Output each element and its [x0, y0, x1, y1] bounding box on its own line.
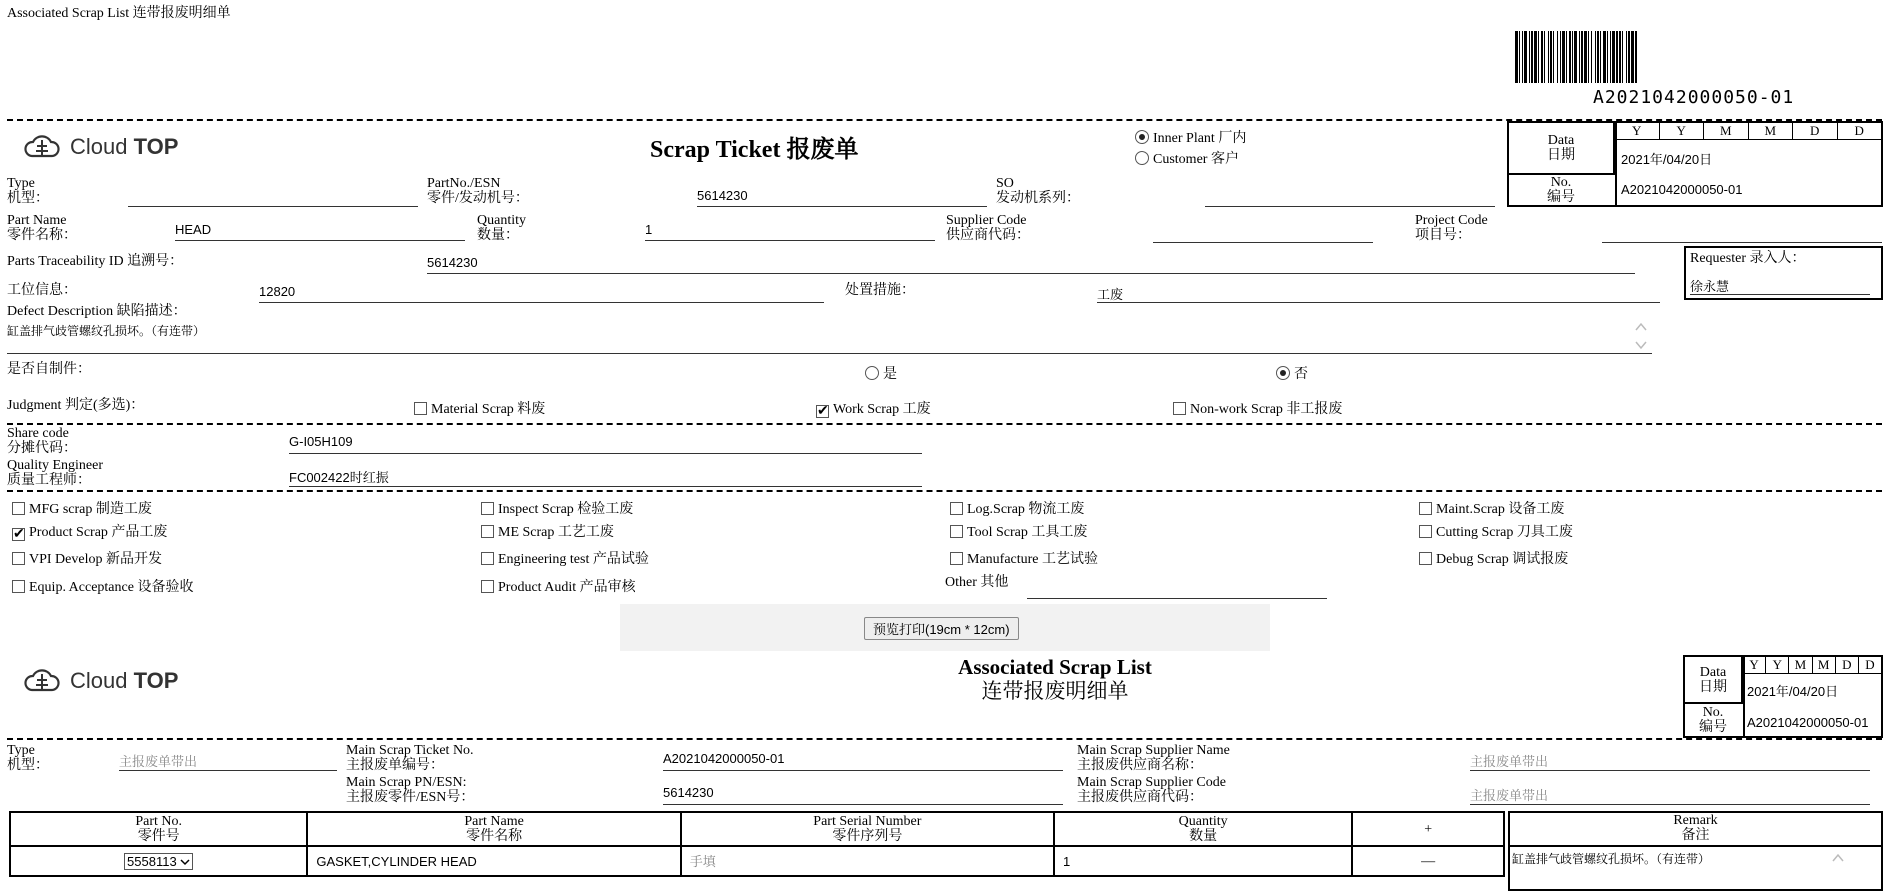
- ticket-date-value[interactable]: 2021年/04/20日: [1621, 152, 1713, 167]
- barcode-bar: [1635, 31, 1637, 83]
- barcode-bar: [1515, 31, 1518, 83]
- col-quantity: Quantity 数量: [1054, 812, 1352, 846]
- assoc-title-cn: 连带报废明细单: [981, 679, 1129, 703]
- judgment-material[interactable]: Material Scrap 料废: [414, 398, 545, 418]
- scrap-type-manufacture[interactable]: Manufacture 工艺试验: [950, 548, 1098, 568]
- assoc-no-value[interactable]: A2021042000050-01: [1747, 715, 1869, 730]
- inner-plant-radio[interactable]: [1135, 130, 1149, 144]
- scrap-type-mfg[interactable]: MFG scrap 制造工废: [12, 498, 152, 518]
- ymd-cell: Y: [1743, 657, 1766, 673]
- barcode-bar: [1531, 31, 1533, 83]
- barcode-bar: [1572, 31, 1573, 83]
- main-supplier-code-label: Main Scrap Supplier Code 主报废供应商代码：: [1077, 775, 1226, 805]
- logo-text-light: Cloud: [70, 134, 128, 159]
- barcode-bar: [1591, 31, 1592, 83]
- barcode-bar: [1628, 31, 1630, 83]
- col-part-no: Part No. 零件号: [10, 812, 307, 846]
- part-no-select[interactable]: [124, 853, 193, 870]
- work-scrap-checkbox[interactable]: ✔: [817, 404, 829, 419]
- main-ticket-label: Main Scrap Ticket No. 主报废单编号：: [346, 743, 474, 773]
- customer-radio[interactable]: [1135, 151, 1149, 165]
- checkbox[interactable]: [481, 552, 494, 565]
- so-label: SO 发动机系列：: [996, 176, 1080, 206]
- part-name-label: Part Name 零件名称：: [7, 213, 77, 243]
- barcode-bar: [1522, 31, 1523, 83]
- checkbox[interactable]: [950, 525, 963, 538]
- preview-print-button[interactable]: 预览打印(19cm * 12cm): [864, 617, 1019, 640]
- barcode-bar: [1569, 31, 1571, 83]
- date-label-en: Data: [1699, 665, 1727, 680]
- project-code-label: Project Code 项目号：: [1415, 213, 1488, 243]
- defect-textarea[interactable]: [7, 319, 1652, 354]
- self-made-label: 是否自制件：: [7, 362, 91, 377]
- main-supplier-code-field[interactable]: 主报废单带出: [1470, 783, 1870, 805]
- col-part-name: Part Name 零件名称: [307, 812, 680, 846]
- barcode-bar: [1612, 31, 1615, 83]
- traceability-label: Parts Traceability ID 追溯号：: [7, 254, 184, 269]
- self-made-yes-radio[interactable]: [865, 366, 879, 380]
- checkbox[interactable]: [1419, 552, 1432, 565]
- disposal-field[interactable]: 工废: [1097, 281, 1660, 303]
- requester-box: [1684, 246, 1883, 300]
- share-code-label: Share code 分摊代码：: [7, 426, 77, 456]
- main-pn-label: Main Scrap PN/ESN: 主报废零件/ESN号：: [346, 775, 475, 805]
- barcode-bar: [1631, 31, 1634, 83]
- assoc-title: [930, 655, 1180, 703]
- part-name-cell[interactable]: GASKET,CYLINDER HEAD: [307, 846, 680, 876]
- requester-field[interactable]: 徐永慧: [1690, 273, 1870, 295]
- barcode-bar: [1548, 31, 1549, 83]
- logo-text-bold: TOP: [133, 668, 179, 693]
- ymd-cell: M: [1704, 123, 1749, 139]
- ymd-cell: M: [1789, 657, 1812, 673]
- barcode-bar: [1622, 31, 1623, 83]
- plant-option-customer[interactable]: [1135, 148, 1239, 168]
- remark-header: Remark 备注: [1510, 813, 1881, 847]
- barcode-bar: [1538, 31, 1539, 83]
- quantity-label: Quantity 数量：: [477, 213, 526, 243]
- quantity-cell[interactable]: 1: [1054, 846, 1352, 876]
- assoc-date-value[interactable]: 2021年/04/20日: [1747, 684, 1839, 699]
- main-supplier-name-field[interactable]: 主报废单带出: [1470, 749, 1870, 771]
- material-scrap-checkbox[interactable]: [414, 402, 427, 415]
- logo-text-bold: TOP: [133, 134, 179, 159]
- requester-label: Requester 录入人：: [1690, 251, 1806, 266]
- judgment-label: Judgment 判定(多选)：: [7, 398, 145, 413]
- cloud-logo-icon: [22, 132, 62, 162]
- quantity-field[interactable]: 1: [645, 219, 935, 241]
- barcode-bar: [1610, 31, 1611, 83]
- barcode-bar: [1584, 31, 1587, 83]
- cloudtop-logo: [22, 132, 178, 162]
- project-code-field[interactable]: [1602, 221, 1882, 243]
- barcode-bar: [1544, 31, 1545, 83]
- qe-label: Quality Engineer 质量工程师：: [7, 458, 104, 488]
- assoc-type-label: Type 机型：: [7, 743, 49, 773]
- no-label-en: No.: [1550, 175, 1572, 190]
- barcode-bar: [1626, 31, 1627, 83]
- part-esn-label: PartNo./ESN 零件/发动机号：: [427, 176, 529, 206]
- barcode-bar: [1560, 31, 1561, 83]
- table-header-row: [10, 812, 1504, 846]
- barcode-bar: [1607, 31, 1608, 83]
- ymd-cell: Y: [1766, 657, 1789, 673]
- scrap-type-equip[interactable]: Equip. Acceptance 设备验收: [12, 576, 193, 596]
- defect-label: Defect Description 缺陷描述：: [7, 304, 187, 319]
- date-label-cn: 日期: [1699, 680, 1727, 695]
- main-pn-field[interactable]: 5614230: [663, 783, 1063, 805]
- scrap-ticket-title: Scrap Ticket 报废单: [650, 137, 859, 163]
- part-esn-field[interactable]: 5614230: [697, 185, 987, 207]
- defect-text: 缸盖排气歧管螺纹孔损坏。（有连带）: [7, 324, 206, 338]
- date-label-en: Data: [1547, 133, 1575, 148]
- disposal-label: 处置措施：: [845, 283, 915, 298]
- ymd-cell: D: [1836, 657, 1859, 673]
- checkbox[interactable]: [12, 580, 25, 593]
- self-made-yes[interactable]: 是: [865, 363, 897, 383]
- barcode-bar: [1581, 31, 1583, 83]
- barcode-bar: [1553, 31, 1554, 83]
- barcode-bar: [1524, 31, 1527, 83]
- checkbox[interactable]: [481, 502, 494, 515]
- barcode-bar: [1541, 31, 1543, 83]
- cloudtop-logo-2: [22, 666, 178, 696]
- chevron-down-icon: [180, 858, 190, 866]
- checkbox[interactable]: [950, 502, 963, 515]
- scroll-up-icon[interactable]: [1832, 853, 1844, 863]
- checkbox[interactable]: [1419, 525, 1432, 538]
- ymd-cell: D: [1865, 657, 1875, 672]
- qe-field[interactable]: FC002422时红振: [289, 465, 922, 487]
- scrap-type-maint[interactable]: Maint.Scrap 设备工废: [1419, 498, 1564, 518]
- traceability-field[interactable]: 5614230: [427, 252, 1635, 274]
- scrap-type-engineering[interactable]: Engineering test 产品试验: [481, 548, 649, 568]
- barcode-bar: [1616, 31, 1618, 83]
- assoc-type-field[interactable]: 主报废单带出: [119, 749, 337, 771]
- scrap-type-debug[interactable]: Debug Scrap 调试报废: [1419, 548, 1568, 568]
- nonwork-scrap-checkbox[interactable]: [1173, 402, 1186, 415]
- scrap-type-me[interactable]: ME Scrap 工艺工废: [481, 521, 614, 541]
- no-label-cn: 编号: [1547, 190, 1575, 205]
- barcode-bar: [1550, 31, 1552, 83]
- barcode-bar: [1574, 31, 1577, 83]
- ticket-date-box: [1507, 121, 1883, 207]
- barcode-bar: [1600, 31, 1601, 83]
- assoc-title-en: Associated Scrap List: [958, 655, 1152, 679]
- no-label-cn: 编号: [1699, 720, 1727, 735]
- page-header: Associated Scrap List 连带报废明细单: [7, 6, 231, 21]
- main-supplier-name-label: Main Scrap Supplier Name 主报废供应商名称：: [1077, 743, 1230, 773]
- inner-plant-label: Inner Plant 厂内: [1153, 131, 1247, 146]
- self-made-no[interactable]: 否: [1276, 363, 1308, 383]
- checkbox[interactable]: [950, 552, 963, 565]
- main-ticket-field[interactable]: A2021042000050-01: [663, 749, 1063, 771]
- barcode-bar: [1597, 31, 1599, 83]
- barcode-bar: [1566, 31, 1567, 83]
- barcode-bar: [1619, 31, 1621, 83]
- ymd-cell: M: [1813, 657, 1836, 673]
- customer-label: Customer 客户: [1153, 152, 1239, 167]
- ymd-cell: Y: [1615, 123, 1660, 139]
- plant-option-inner[interactable]: [1135, 127, 1246, 147]
- ymd-cell: D: [1793, 123, 1838, 139]
- barcode-text: A2021042000050-01: [1593, 87, 1795, 108]
- share-code-field[interactable]: G-I05H109: [289, 432, 922, 454]
- scrap-type-product[interactable]: ✔ Product Scrap 产品工废: [13, 525, 168, 542]
- remark-box: [1508, 811, 1883, 891]
- remove-row-button[interactable]: —: [1352, 846, 1504, 876]
- assoc-parts-table: [9, 811, 1505, 877]
- supplier-code-label: Supplier Code 供应商代码：: [946, 213, 1030, 243]
- barcode-bar: [1562, 31, 1565, 83]
- checkbox[interactable]: ✔: [13, 527, 25, 542]
- type-label: Type 机型：: [7, 176, 49, 206]
- checkbox[interactable]: [12, 502, 25, 515]
- assoc-date-box: [1683, 655, 1883, 738]
- other-label: Other 其他: [945, 575, 1009, 590]
- add-row-button[interactable]: +: [1352, 812, 1504, 846]
- ymd-cell: D: [1854, 123, 1864, 138]
- logo-text-light: Cloud: [70, 668, 128, 693]
- part-no-value: 5558113: [127, 853, 177, 869]
- part-name-field[interactable]: HEAD: [175, 219, 465, 241]
- scrap-type-audit[interactable]: Product Audit 产品审核: [481, 576, 636, 596]
- ymd-cell: M: [1749, 123, 1794, 139]
- type-field[interactable]: [128, 185, 418, 207]
- barcode-bar: [1529, 31, 1530, 83]
- judgment-nonwork[interactable]: Non-work Scrap 非工报废: [1173, 398, 1342, 418]
- part-no-cell: [10, 846, 307, 876]
- scrap-type-inspect[interactable]: Inspect Scrap 检验工废: [481, 498, 633, 518]
- barcode-bar: [1519, 31, 1520, 83]
- no-label-en: No.: [1702, 705, 1724, 720]
- self-made-no-radio[interactable]: [1276, 366, 1290, 380]
- scroll-arrows-icon[interactable]: [1634, 321, 1648, 351]
- supplier-code-field[interactable]: [1153, 221, 1373, 243]
- checkbox[interactable]: [481, 525, 494, 538]
- serial-input[interactable]: 手填: [681, 846, 1054, 876]
- scrap-type-cutting[interactable]: Cutting Scrap 刀具工废: [1419, 521, 1573, 541]
- scrap-type-log[interactable]: Log.Scrap 物流工废: [950, 498, 1084, 518]
- barcode-bar: [1603, 31, 1606, 83]
- other-field[interactable]: [1027, 577, 1327, 599]
- table-row: [10, 846, 1504, 876]
- ymd-cell: Y: [1660, 123, 1705, 139]
- station-label: 工位信息：: [7, 283, 77, 298]
- checkbox[interactable]: [1419, 502, 1432, 515]
- scrap-type-tool[interactable]: Tool Scrap 工具工废: [950, 521, 1087, 541]
- barcode-bar: [1534, 31, 1537, 83]
- date-label-cn: 日期: [1547, 148, 1575, 163]
- scrap-type-vpi[interactable]: VPI Develop 新品开发: [12, 548, 162, 568]
- barcode: [1515, 31, 1755, 83]
- cloud-logo-icon: [22, 666, 62, 696]
- ticket-no-value[interactable]: A2021042000050-01: [1621, 182, 1743, 197]
- barcode-bar: [1579, 31, 1580, 83]
- checkbox[interactable]: [12, 552, 25, 565]
- col-serial: Part Serial Number 零件序列号: [681, 812, 1054, 846]
- station-field[interactable]: 12820: [259, 281, 824, 303]
- remark-textarea[interactable]: 缸盖排气歧管螺纹孔损坏。（有连带）: [1512, 852, 1711, 866]
- barcode-bar: [1595, 31, 1596, 83]
- so-field[interactable]: [1205, 185, 1495, 207]
- checkbox[interactable]: [481, 580, 494, 593]
- barcode-bar: [1557, 31, 1558, 83]
- judgment-work[interactable]: ✔ Work Scrap 工废: [817, 402, 931, 419]
- barcode-bar: [1588, 31, 1589, 83]
